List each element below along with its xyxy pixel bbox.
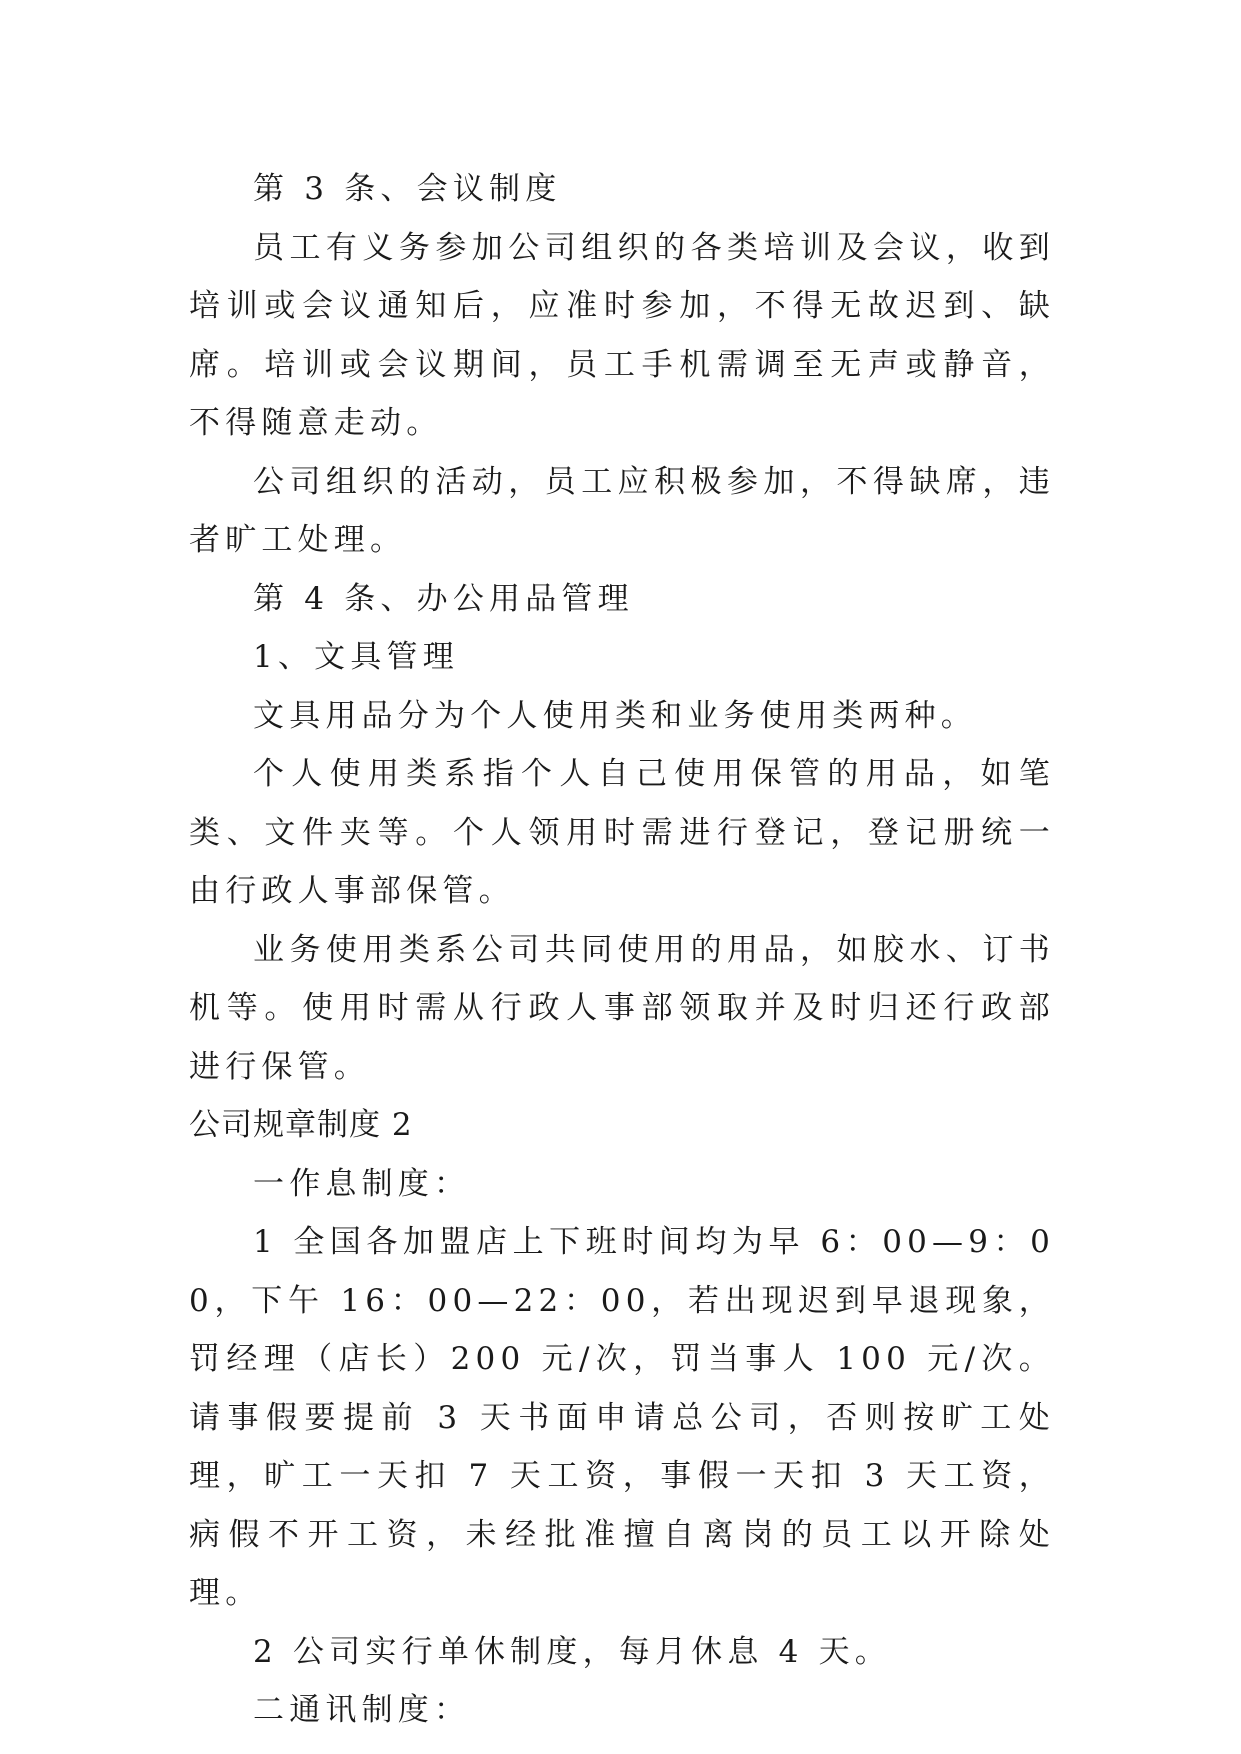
article-3-heading: 第 3 条、会议制度 [253,171,562,207]
meeting-attendance-paragraph: 员工有义务参加公司组织的各类培训及会议，收到培训或会议通知后，应准时参加，不得无故迟到、缺席。培训或会议期间，员工手机需调至无声或静音，不得随意走动。 [189,229,1055,441]
personal-use-paragraph: 个人使用类系指个人自己使用保管的用品，如笔类、文件夹等。个人领用时需进行登记，登记册统一由行政人事部保管。 [189,756,1055,909]
business-use-paragraph: 业务使用类系公司共同使用的用品，如胶水、订书机等。使用时需从行政人事部领取并及时归还行政部进行保管。 [189,931,1055,1085]
work-hours-heading: 一作息制度： [253,1165,471,1202]
stationery-categories-paragraph: 文具用品分为个人使用类和业务使用类两种。 [253,697,977,734]
communication-heading: 二通讯制度： [253,1692,471,1728]
document-page [189,160,1055,1740]
section-2-title: 公司规章制度 2 [189,1107,413,1143]
rest-days-paragraph: 2 公司实行单休制度，每月休息 4 天。 [253,1633,892,1670]
stationery-subheading: 1、文具管理 [253,639,459,675]
company-activities-paragraph: 公司组织的活动，员工应积极参加，不得缺席，违者旷工处理。 [189,463,1055,558]
work-hours-paragraph: 1 全国各加盟店上下班时间均为早 6：00—9：00，下午 16：00—22：00，若出现迟到早退现象，罚经理（店长）200 元/次，罚当事人 100 元/次。请事假要提前 3 天书面申请总公司，否则按旷工处理，旷工一天扣 7 天工资，事假一天扣 3 天工资，病假不开工资，未经批准擅自离岗的员工以开除处理。 [189,1224,1055,1611]
article-4-heading: 第 4 条、办公用品管理 [253,580,634,617]
